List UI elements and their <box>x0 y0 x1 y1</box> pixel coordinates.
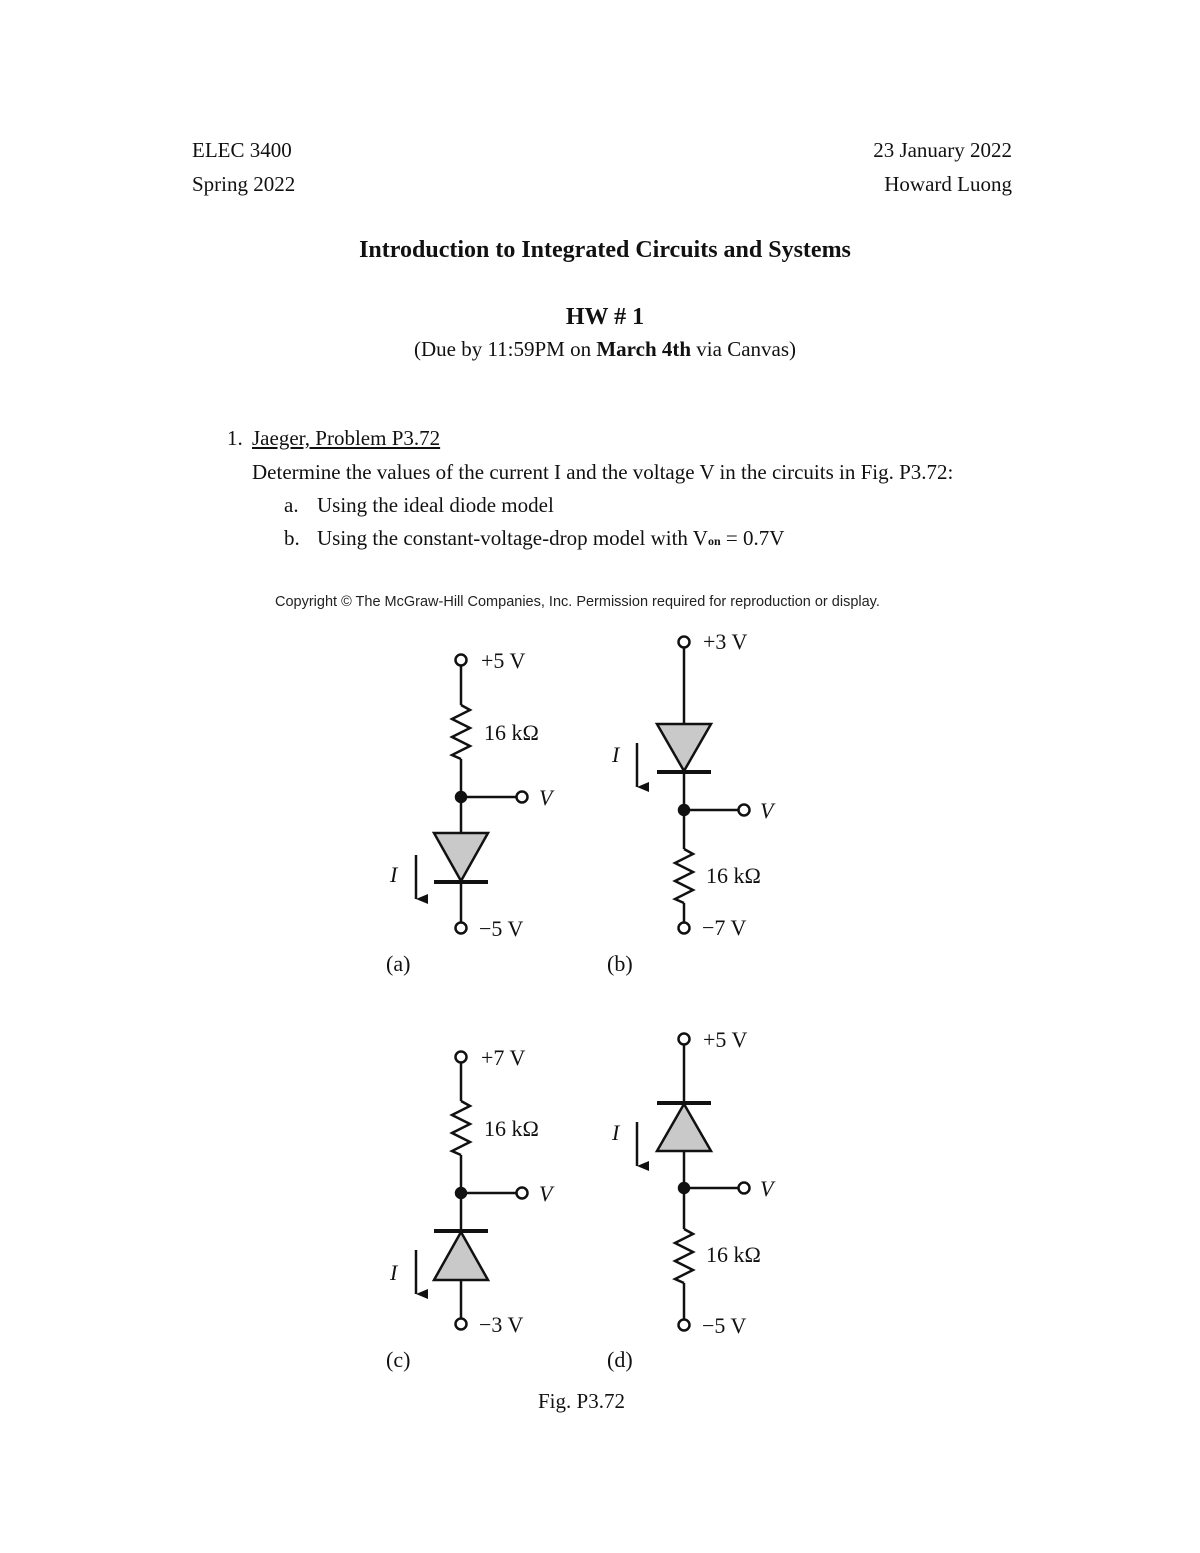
resistor-label-b: 16 kΩ <box>706 863 761 888</box>
instructor: Howard Luong <box>884 172 1012 196</box>
resistor-label-c: 16 kΩ <box>484 1116 539 1141</box>
current-label-d: I <box>612 1120 620 1145</box>
bottom-supply-d: −5 V <box>702 1313 747 1338</box>
due-suffix: via Canvas) <box>691 337 797 361</box>
part-b-text-before: Using the constant-voltage-drop model with V <box>317 526 708 550</box>
node-label-b: V <box>760 798 774 823</box>
due-date: March 4th <box>596 337 692 361</box>
course-code: ELEC 3400 <box>192 138 292 162</box>
circuit-b <box>637 637 750 934</box>
terminal-bottom-a <box>456 923 467 934</box>
bottom-supply-a: −5 V <box>479 916 524 941</box>
current-label-c: I <box>390 1260 398 1285</box>
circuit-d <box>637 1034 750 1331</box>
diode-a <box>434 833 488 881</box>
terminal-v-a <box>517 792 528 803</box>
terminal-bottom-d <box>679 1320 690 1331</box>
part-a-marker: a. <box>284 493 299 517</box>
part-b-text-after: = 0.7V <box>720 526 785 550</box>
bottom-supply-b: −7 V <box>702 915 747 940</box>
document-title: Introduction to Integrated Circuits and Systems <box>359 237 851 263</box>
homework-label: HW # 1 <box>565 304 645 330</box>
terminal-top-c <box>456 1052 467 1063</box>
resistor-label-a: 16 kΩ <box>484 720 539 745</box>
terminal-top-b <box>679 637 690 648</box>
terminal-top-a <box>456 655 467 666</box>
bottom-supply-c: −3 V <box>479 1312 524 1337</box>
figure-caption: Fig. P3.72 <box>538 1389 625 1413</box>
resistor-d <box>675 1229 693 1283</box>
term: Spring 2022 <box>192 172 296 196</box>
problem-number: 1. <box>227 426 243 450</box>
due-prefix: (Due by 11:59PM on <box>413 337 597 361</box>
circuit-label-d: (d) <box>607 1347 633 1372</box>
top-supply-d: +5 V <box>703 1027 748 1052</box>
resistor-c <box>452 1101 470 1155</box>
node-label-d: V <box>760 1176 774 1201</box>
circuit-label-a: (a) <box>386 951 411 976</box>
terminal-v-d <box>739 1183 750 1194</box>
problem-heading: Jaeger, Problem P3.72 <box>252 426 441 450</box>
top-supply-b: +3 V <box>703 629 748 654</box>
terminal-v-b <box>739 805 750 816</box>
circuit-label-c: (c) <box>386 1347 411 1372</box>
circuit-a <box>416 655 528 934</box>
date: 23 January 2022 <box>873 138 1012 162</box>
resistor-b <box>675 849 693 903</box>
terminal-top-d <box>679 1034 690 1045</box>
diode-d <box>657 1104 711 1151</box>
terminal-bottom-c <box>456 1319 467 1330</box>
current-label-b: I <box>612 742 620 767</box>
diode-c <box>434 1232 488 1280</box>
node-label-c: V <box>539 1181 553 1206</box>
part-a-text: Using the ideal diode model <box>317 493 554 517</box>
problem-statement: Determine the values of the current I and the voltage V in the circuits in Fig. P3.72: <box>252 460 954 484</box>
diode-b <box>657 724 711 771</box>
copyright-notice: Copyright © The McGraw-Hill Companies, Inc. Permission required for reproduction or display. <box>275 594 880 610</box>
circuit-label-b: (b) <box>607 951 633 976</box>
circuit-c <box>416 1052 528 1330</box>
current-label-a: I <box>390 862 398 887</box>
resistor-a <box>452 705 470 759</box>
node-label-a: V <box>539 785 553 810</box>
resistor-label-d: 16 kΩ <box>706 1242 761 1267</box>
terminal-v-c <box>517 1188 528 1199</box>
top-supply-a: +5 V <box>481 648 526 673</box>
top-supply-c: +7 V <box>481 1045 526 1070</box>
part-b-marker: b. <box>284 526 300 550</box>
part-b-subscript: on <box>707 534 721 548</box>
terminal-bottom-b <box>679 923 690 934</box>
